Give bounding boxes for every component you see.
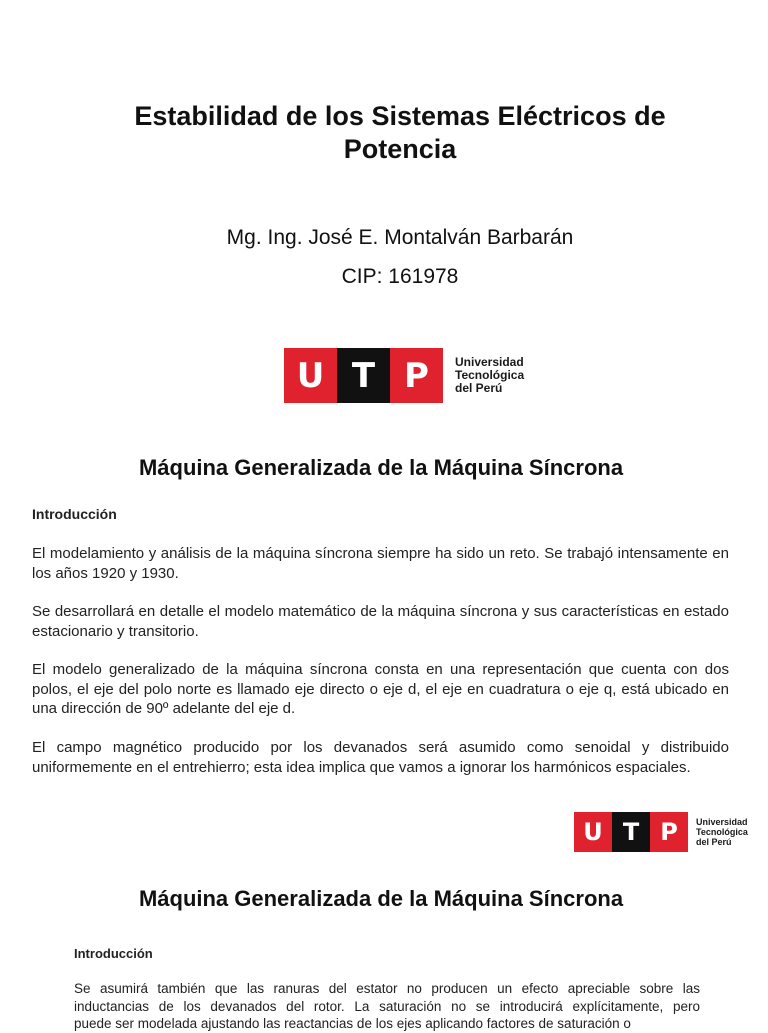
paragraph: El campo magnético producido por los devanados será asumido como senoidal y distribuido uniformemente en el entrehierro; esta idea implica que vamos a ignorar los harmónicos espaciales. <box>32 739 729 776</box>
author-name: Mg. Ing. José E. Montalván Barbarán <box>226 226 574 249</box>
logo-university-name <box>455 356 524 395</box>
paragraph: El modelamiento y análisis de la máquina síncrona siempre ha sido un reto. Se trabajó intensamente en los años 1920 y 1930. <box>32 545 729 582</box>
section-heading: Introducción <box>74 946 153 961</box>
section-title: Máquina Generalizada de la Máquina Síncrona <box>138 886 624 911</box>
logo-letter-u: U <box>574 812 612 852</box>
logo-letter-p: P <box>390 348 443 403</box>
section-heading: Introducción <box>32 506 117 522</box>
logo-name-line: Universidad <box>455 355 524 369</box>
logo-letter-t: T <box>612 812 650 852</box>
slide-title: Estabilidad de los Sistemas Eléctricos de Potencia <box>134 101 666 164</box>
section-title: Máquina Generalizada de la Máquina Síncrona <box>138 455 624 480</box>
logo-letter-p: P <box>650 812 688 852</box>
logo-letter-t: T <box>337 348 390 403</box>
paragraph: El modelo generalizado de la máquina síncrona consta en una representación que cuenta con dos polos, el eje del polo norte es llamado eje directo o eje d, el eje en cuadratura o eje q, está ubicado en una dirección de 90º adelante del eje d. <box>32 661 729 717</box>
utp-logo <box>574 812 748 852</box>
paragraph: Se desarrollará en detalle el modelo matemático de la máquina síncrona y sus características en estado estacionario y transitorio. <box>32 603 729 640</box>
cip-number: CIP: 161978 <box>341 265 459 288</box>
utp-logo <box>284 348 524 403</box>
logo-name-line: Tecnológica <box>455 368 525 382</box>
logo-name-line: Tecnológica <box>696 827 748 837</box>
paragraph-line: puede ser modelada ajustando las reactancias de los ejes aplicando factores de saturación o <box>74 1016 631 1031</box>
logo-name-line: Universidad <box>696 817 748 827</box>
logo-university-name <box>696 817 748 847</box>
paragraph-line: Se asumirá también que las ranuras del estator no producen un efecto apreciable sobre las <box>74 981 700 996</box>
logo-name-line: del Perú <box>696 837 732 847</box>
logo-name-line: del Perú <box>455 381 503 395</box>
logo-letter-u: U <box>284 348 337 403</box>
paragraph-line: inductancias de los devanados del rotor. La saturación no se introducirá explícitamente, pero <box>74 998 700 1014</box>
